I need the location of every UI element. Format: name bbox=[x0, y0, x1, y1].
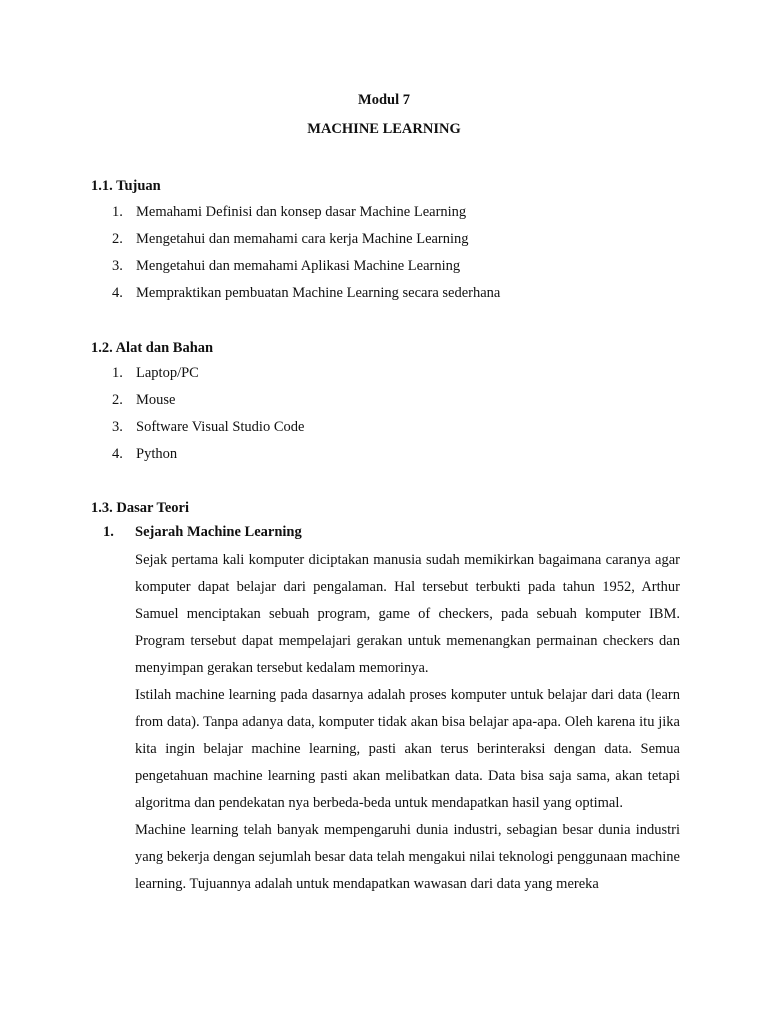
module-label: Modul 7 bbox=[358, 92, 410, 108]
list-item bbox=[112, 387, 304, 414]
list-item-number: 3. bbox=[112, 258, 123, 274]
list-item-number: 3. bbox=[112, 419, 123, 435]
list-item bbox=[112, 280, 500, 307]
subheading-text: Sejarah Machine Learning bbox=[135, 524, 302, 540]
paragraph: Sejak pertama kali komputer diciptakan manusia sudah memikirkan bagaimana caranya agar komputer dapat belajar dari pengalaman. Hal tersebut terbukti pada tahun 1952, Arthur Samuel menciptakan sebuah program, game of checkers, pada sebuah komputer IBM. Program tersebut dapat mempelajari gerakan untuk memenangkan permainan checkers dan menyimpan gerakan tersebut kedalam memorinya. bbox=[135, 552, 680, 676]
list-item-number: 1. bbox=[112, 365, 123, 381]
theory-body bbox=[135, 547, 680, 898]
paragraph: Istilah machine learning pada dasarnya adalah proses komputer untuk belajar dari data (learn from data). Tanpa adanya data, komputer tidak akan bisa belajar apa-apa. Oleh karena itu jika kita ingin belajar machine learning, pasti akan terus berinteraksi dengan data. Semua pengetahuan machine learning pasti akan melibatkan data. Data bisa saja sama, akan tetapi algoritma dan pendekatan nya berbeda-beda untuk mendapatkan hasil yang optimal. bbox=[135, 687, 680, 811]
list-item-number: 1. bbox=[112, 204, 123, 220]
section-heading-tujuan: 1.1. Tujuan bbox=[91, 178, 161, 194]
paragraph: Machine learning telah banyak mempengaruhi dunia industri, sebagian besar dunia industri yang bekerja dengan sejumlah besar data telah mengakui nilai teknologi penggunaan machine learning. Tujuannya adalah untuk mendapatkan wawasan dari data yang mereka bbox=[135, 822, 680, 892]
list-tujuan bbox=[112, 199, 500, 307]
list-item-text: Mengetahui dan memahami Aplikasi Machine Learning bbox=[136, 258, 461, 274]
list-item-text: Mouse bbox=[136, 392, 176, 408]
section-heading-alat-bahan: 1.2. Alat dan Bahan bbox=[91, 340, 214, 356]
list-item-text: Mempraktikan pembuatan Machine Learning secara sederhana bbox=[136, 285, 501, 301]
section-heading-dasar-teori: 1.3. Dasar Teori bbox=[91, 500, 190, 516]
list-item-number: 4. bbox=[112, 285, 123, 301]
list-item bbox=[112, 226, 500, 253]
list-item-text: Mengetahui dan memahami cara kerja Machine Learning bbox=[136, 231, 469, 247]
document-title: MACHINE LEARNING bbox=[307, 121, 461, 137]
list-item-number: 4. bbox=[112, 446, 123, 462]
list-item-text: Software Visual Studio Code bbox=[136, 419, 305, 435]
subheading-sejarah bbox=[103, 524, 302, 541]
list-item-number: 2. bbox=[112, 392, 123, 408]
list-item-text: Python bbox=[136, 446, 178, 462]
list-item-text: Laptop/PC bbox=[136, 365, 199, 381]
list-item bbox=[112, 199, 500, 226]
list-item bbox=[112, 360, 304, 387]
list-item bbox=[112, 253, 500, 280]
list-alat-bahan bbox=[112, 360, 304, 468]
subheading-number: 1. bbox=[103, 524, 114, 540]
list-item-text: Memahami Definisi dan konsep dasar Machine Learning bbox=[136, 204, 467, 220]
list-item bbox=[112, 441, 304, 468]
list-item bbox=[112, 414, 304, 441]
list-item-number: 2. bbox=[112, 231, 123, 247]
